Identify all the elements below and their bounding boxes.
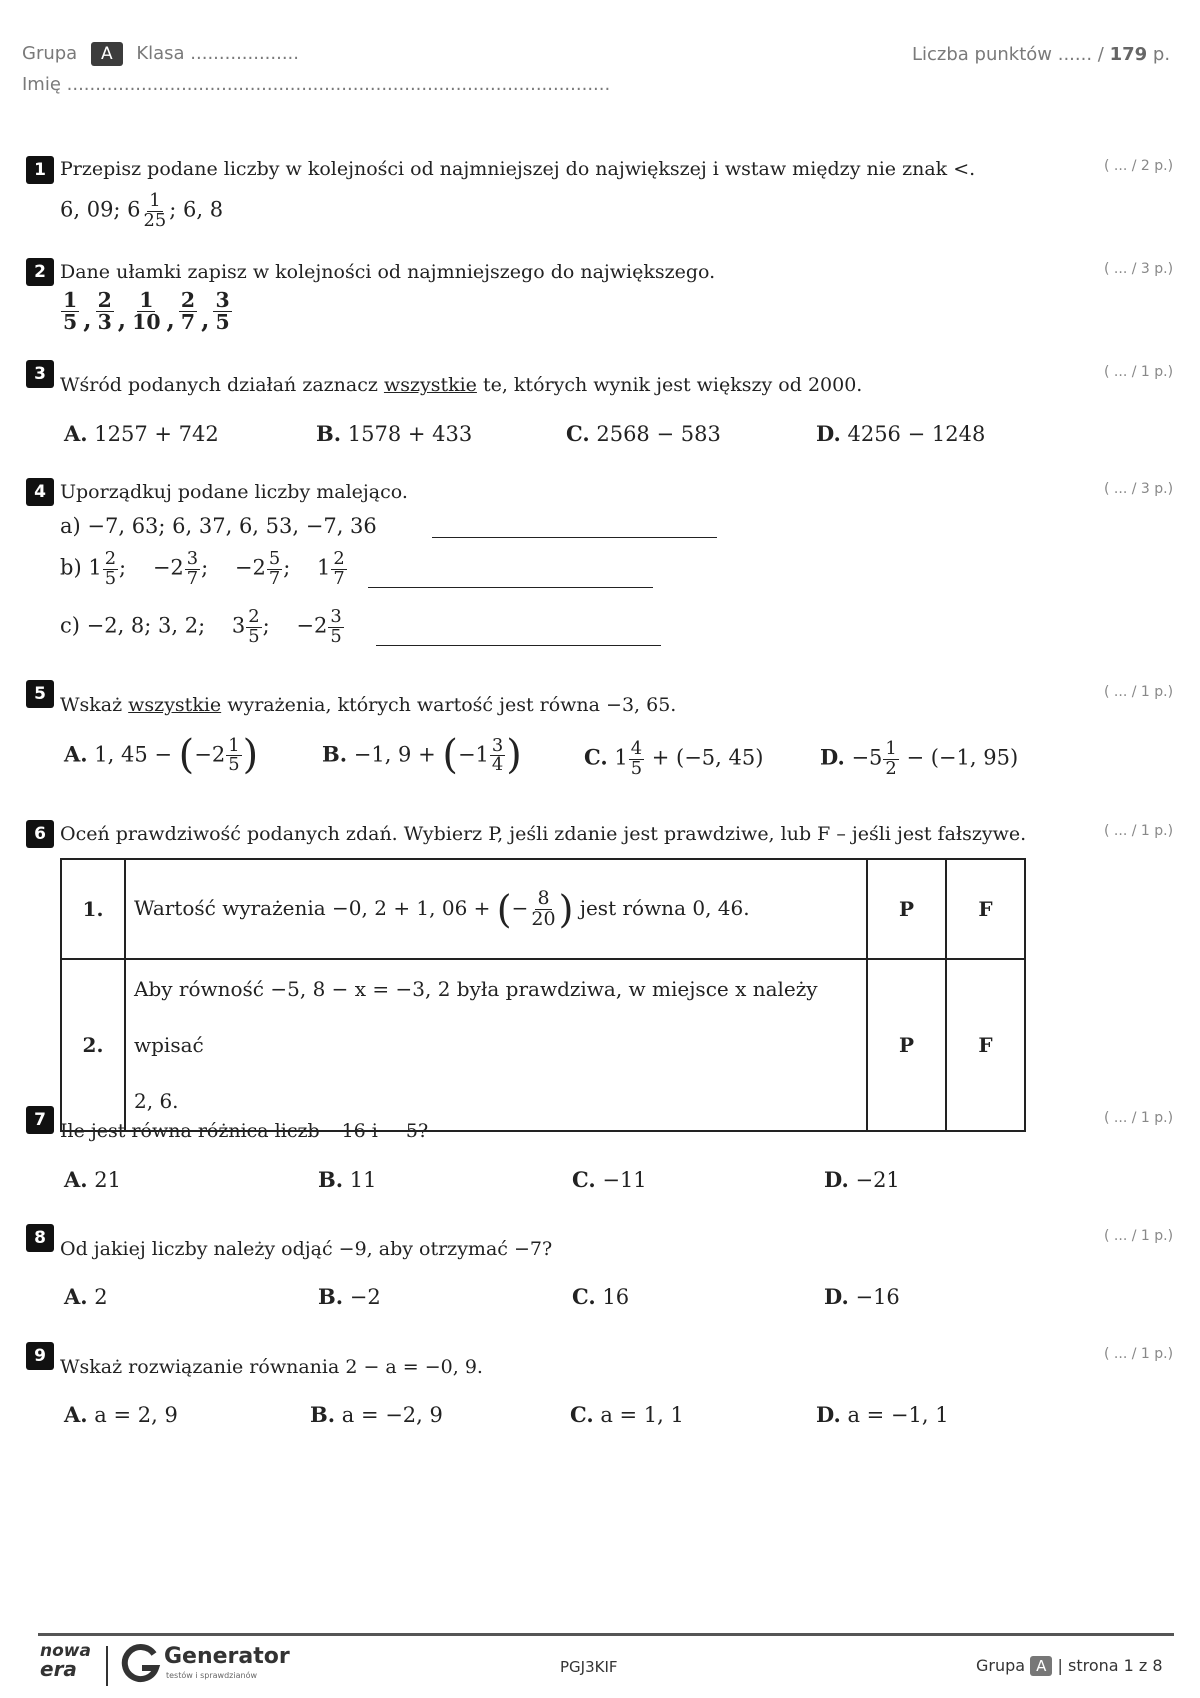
option-letter: B. [310,1402,336,1427]
row-number: 1. [61,859,125,959]
option-letter: D. [824,1167,849,1192]
numerator: 1 [149,190,161,211]
q4-row-b: b) 1 $\frac{2}{5}$ ; −2 $\frac{3}{7}$ ; −2 $\frac{5}{7}$ ; 1 $\frac{2}{7}$ [60,548,345,589]
points-label: Liczba punktów ...... / [912,44,1104,65]
option-letter: A. [64,1167,88,1192]
denominator: 25 [143,209,167,231]
table-row [61,959,1025,1131]
question-number: 7 [26,1106,54,1134]
true-option[interactable]: P [867,959,946,1131]
false-option[interactable]: F [946,859,1025,959]
question-points: ( ... / 3 p.) [1104,261,1174,277]
q2-fractions [60,290,233,334]
answer-blank[interactable] [432,536,717,538]
numerator: 2 [97,288,112,312]
numerator: 3 [215,288,230,312]
answer-option-a[interactable] [64,1402,178,1427]
q4-row-a [60,514,377,538]
group-badge: A [91,42,123,66]
denominator: 7 [180,310,196,335]
option-text: −2 [349,1285,381,1309]
answer-option-a[interactable] [64,1167,121,1192]
underlined-word: wszystkie [383,374,477,396]
option-letter: C. [566,421,590,446]
separator: , [83,304,92,334]
question-number: 6 [26,820,54,848]
footer-divider [38,1633,1174,1636]
statement [125,959,867,1131]
question-points: ( ... / 1 p.) [1104,684,1174,700]
points-total [912,44,1170,65]
logo-text: era [40,1657,77,1681]
option-letter: D. [824,1284,849,1309]
answer-option-d[interactable] [816,1402,949,1427]
separator: , [201,304,210,334]
points-unit: p. [1152,44,1171,65]
question-text: Przepisz podane liczby w kolejności od najmniejszej do największej i wstaw między nie znak <. [60,158,976,180]
fraction: $\frac{5}{7}$ [268,548,281,589]
option-letter: A. [64,421,88,446]
answer-option-b[interactable] [318,1284,381,1309]
answer-option-b[interactable] [318,1167,376,1192]
fraction [213,290,231,334]
class-field[interactable]: Klasa ................... [136,43,300,64]
question-text: Ile jest równa różnica liczb −16 i − 5? [60,1120,429,1142]
fraction: $\frac{3}{7}$ [186,548,199,589]
statement-text: jest równa 0, 46. [579,895,750,920]
denominator: 20 [531,907,556,930]
q4-label: b) [60,555,82,580]
logo-divider [106,1646,108,1686]
fraction: $\frac{3}{5}$ [330,606,342,647]
statement-text: Aby równość −5, 8 − x = −3, 2 była prawdziwa, w miejsce x należy wpisać [134,977,818,1057]
fraction [130,290,162,334]
q1-value: 6, 09; 6 [60,197,141,222]
question-text [60,694,676,716]
q4-values: a) −7, 63; 6, 37, 6, 53, −7, 36 [60,514,377,538]
question-text [60,374,862,396]
true-option[interactable]: P [867,859,946,959]
question-points: ( ... / 1 p.) [1104,1110,1174,1126]
answer-option-c[interactable] [572,1284,629,1309]
numerator: 1 [63,288,78,312]
option-text: 2568 − 583 [596,422,721,446]
false-option[interactable]: F [946,959,1025,1131]
option-text: 2 [94,1285,108,1309]
underlined-word: wszystkie [128,694,222,716]
logo-text: nowa [40,1641,91,1661]
footer-group-label: Grupa [976,1656,1026,1675]
fraction: $\frac{2}{5}$ [104,548,117,589]
q1-value: ; 6, 8 [169,197,224,222]
question-text: Dane ułamki zapisz w kolejności od najmniejszego do największego. [60,261,716,283]
fraction [96,290,114,334]
name-field[interactable]: Imię ............................................................................................... [22,74,611,95]
answer-option-c[interactable]: C. 1 $\frac{4}{5}$ + (−5, 45) [584,738,764,779]
generator-logo-text: Generator [164,1644,290,1669]
answer-option-b[interactable] [316,421,472,446]
option-letter: B. [318,1284,344,1309]
header-group [22,42,299,66]
denominator: 5 [63,310,78,335]
answer-option-b[interactable] [310,1402,443,1427]
fraction [179,290,197,334]
answer-blank[interactable] [368,586,653,588]
question-points: ( ... / 1 p.) [1104,823,1174,839]
answer-option-d[interactable] [824,1167,900,1192]
option-letter: D. [816,1402,841,1427]
text-part: te, których wynik jest większy od 2000. [476,374,863,396]
fraction [142,192,169,230]
fraction: $\frac{2}{5}$ [248,606,260,647]
answer-option-d[interactable] [824,1284,900,1309]
group-label: Grupa [22,43,78,64]
question-number: 1 [26,156,54,184]
denominator: 10 [132,310,161,335]
question-text: Wskaż rozwiązanie równania 2 − a = −0, 9. [60,1356,483,1378]
answer-option-c[interactable] [566,421,721,446]
separator: , [117,304,127,334]
fraction: $\frac{2}{7}$ [333,548,345,589]
option-letter: D. [816,421,841,446]
generator-logo-subtitle: testów i sprawdzianów [166,1671,257,1680]
denominator: 5 [215,310,230,335]
points-total-value: 179 [1109,44,1148,65]
question-points: ( ... / 1 p.) [1104,364,1174,380]
option-text: 16 [602,1285,630,1309]
separator: , [166,304,175,334]
question-number: 8 [26,1224,54,1252]
true-false-table [60,858,1026,1132]
option-letter: B. [316,421,342,446]
question-text: Oceń prawdziwość podanych zdań. Wybierz P, jeśli zdanie jest prawdziwe, lub F – jeśli jest fałszywe. [60,823,1027,845]
answer-option-d[interactable]: D. −5 $\frac{1}{2}$ − (−1, 95) [820,738,1019,779]
answer-option-d[interactable] [816,421,985,446]
row-number: 2. [61,959,125,1131]
question-number: 9 [26,1342,54,1370]
option-letter: A. [64,1284,88,1309]
fraction [61,290,79,334]
option-text: 4256 − 1248 [847,422,986,446]
answer-option-a[interactable] [64,421,219,446]
option-text: 21 [94,1168,122,1192]
option-text: a = 2, 9 [94,1403,178,1427]
statement-text: 2, 6. [134,1089,179,1113]
page-number: | strona 1 z 8 [1057,1656,1163,1675]
answer-option-a[interactable] [64,1284,108,1309]
text-part: wyrażenia, których wartość jest równa −3, 65. [221,694,677,716]
option-text: 1578 + 433 [347,422,473,446]
option-letter: C. [572,1284,596,1309]
option-text: −11 [602,1168,647,1192]
question-number: 2 [26,258,54,286]
table-row [61,859,1025,959]
option-letter: A. [64,1402,88,1427]
option-text: 1257 + 742 [94,422,219,446]
question-number: 4 [26,478,54,506]
option-text: a = −1, 1 [847,1403,949,1427]
statement-text: Wartość wyrażenia −0, 2 + 1, 06 + [134,895,491,920]
question-number: 3 [26,360,54,388]
answer-option-c[interactable] [570,1402,684,1427]
numerator: 1 [139,288,154,312]
text-part: Wskaż [60,694,129,716]
answer-option-b[interactable]: B. −1, 9 + (−1 $\frac{3}{4}$ ) [322,732,522,778]
q4-row-c: c) −2, 8; 3, 2; 3 $\frac{2}{5}$ ; −2 $\frac{3}{5}$ [60,606,342,647]
option-text: a = 1, 1 [600,1403,684,1427]
option-text: a = −2, 9 [341,1403,443,1427]
q1-numbers [60,192,223,230]
denominator: 3 [97,310,112,335]
text-part: Wśród podanych działań zaznacz [60,374,384,396]
answer-option-a[interactable]: A. 1, 45 − (−2 $\frac{1}{5}$ ) [64,732,259,778]
question-points: ( ... / 2 p.) [1104,158,1174,174]
answer-blank[interactable] [376,644,661,646]
option-letter: C. [570,1402,594,1427]
question-points: ( ... / 1 p.) [1104,1346,1174,1362]
option-letter: C. [572,1167,596,1192]
numerator: 2 [180,288,196,312]
document-code: PGJ3KIF [560,1658,618,1676]
option-text: −16 [855,1285,900,1309]
statement: Wartość wyrażenia −0, 2 + 1, 06 + (− $\frac{8}{20}$ ) jest równa 0, 46. [125,859,867,959]
q4-label: c) −2, 8; 3, 2; [60,613,206,638]
question-number: 5 [26,680,54,708]
answer-option-c[interactable] [572,1167,647,1192]
question-points: ( ... / 1 p.) [1104,1228,1174,1244]
footer-page-info [976,1656,1163,1676]
option-text: 11 [349,1168,377,1192]
question-text: Uporządkuj podane liczby malejąco. [60,481,408,503]
question-text: Od jakiej liczby należy odjąć −9, aby otrzymać −7? [60,1238,553,1260]
nowa-era-logo [40,1641,92,1681]
option-text: −21 [855,1168,900,1192]
question-points: ( ... / 3 p.) [1104,481,1174,497]
generator-logo-icon [120,1644,162,1686]
footer-group-badge: A [1030,1656,1052,1676]
numerator: 8 [537,886,550,909]
option-letter: B. [318,1167,344,1192]
